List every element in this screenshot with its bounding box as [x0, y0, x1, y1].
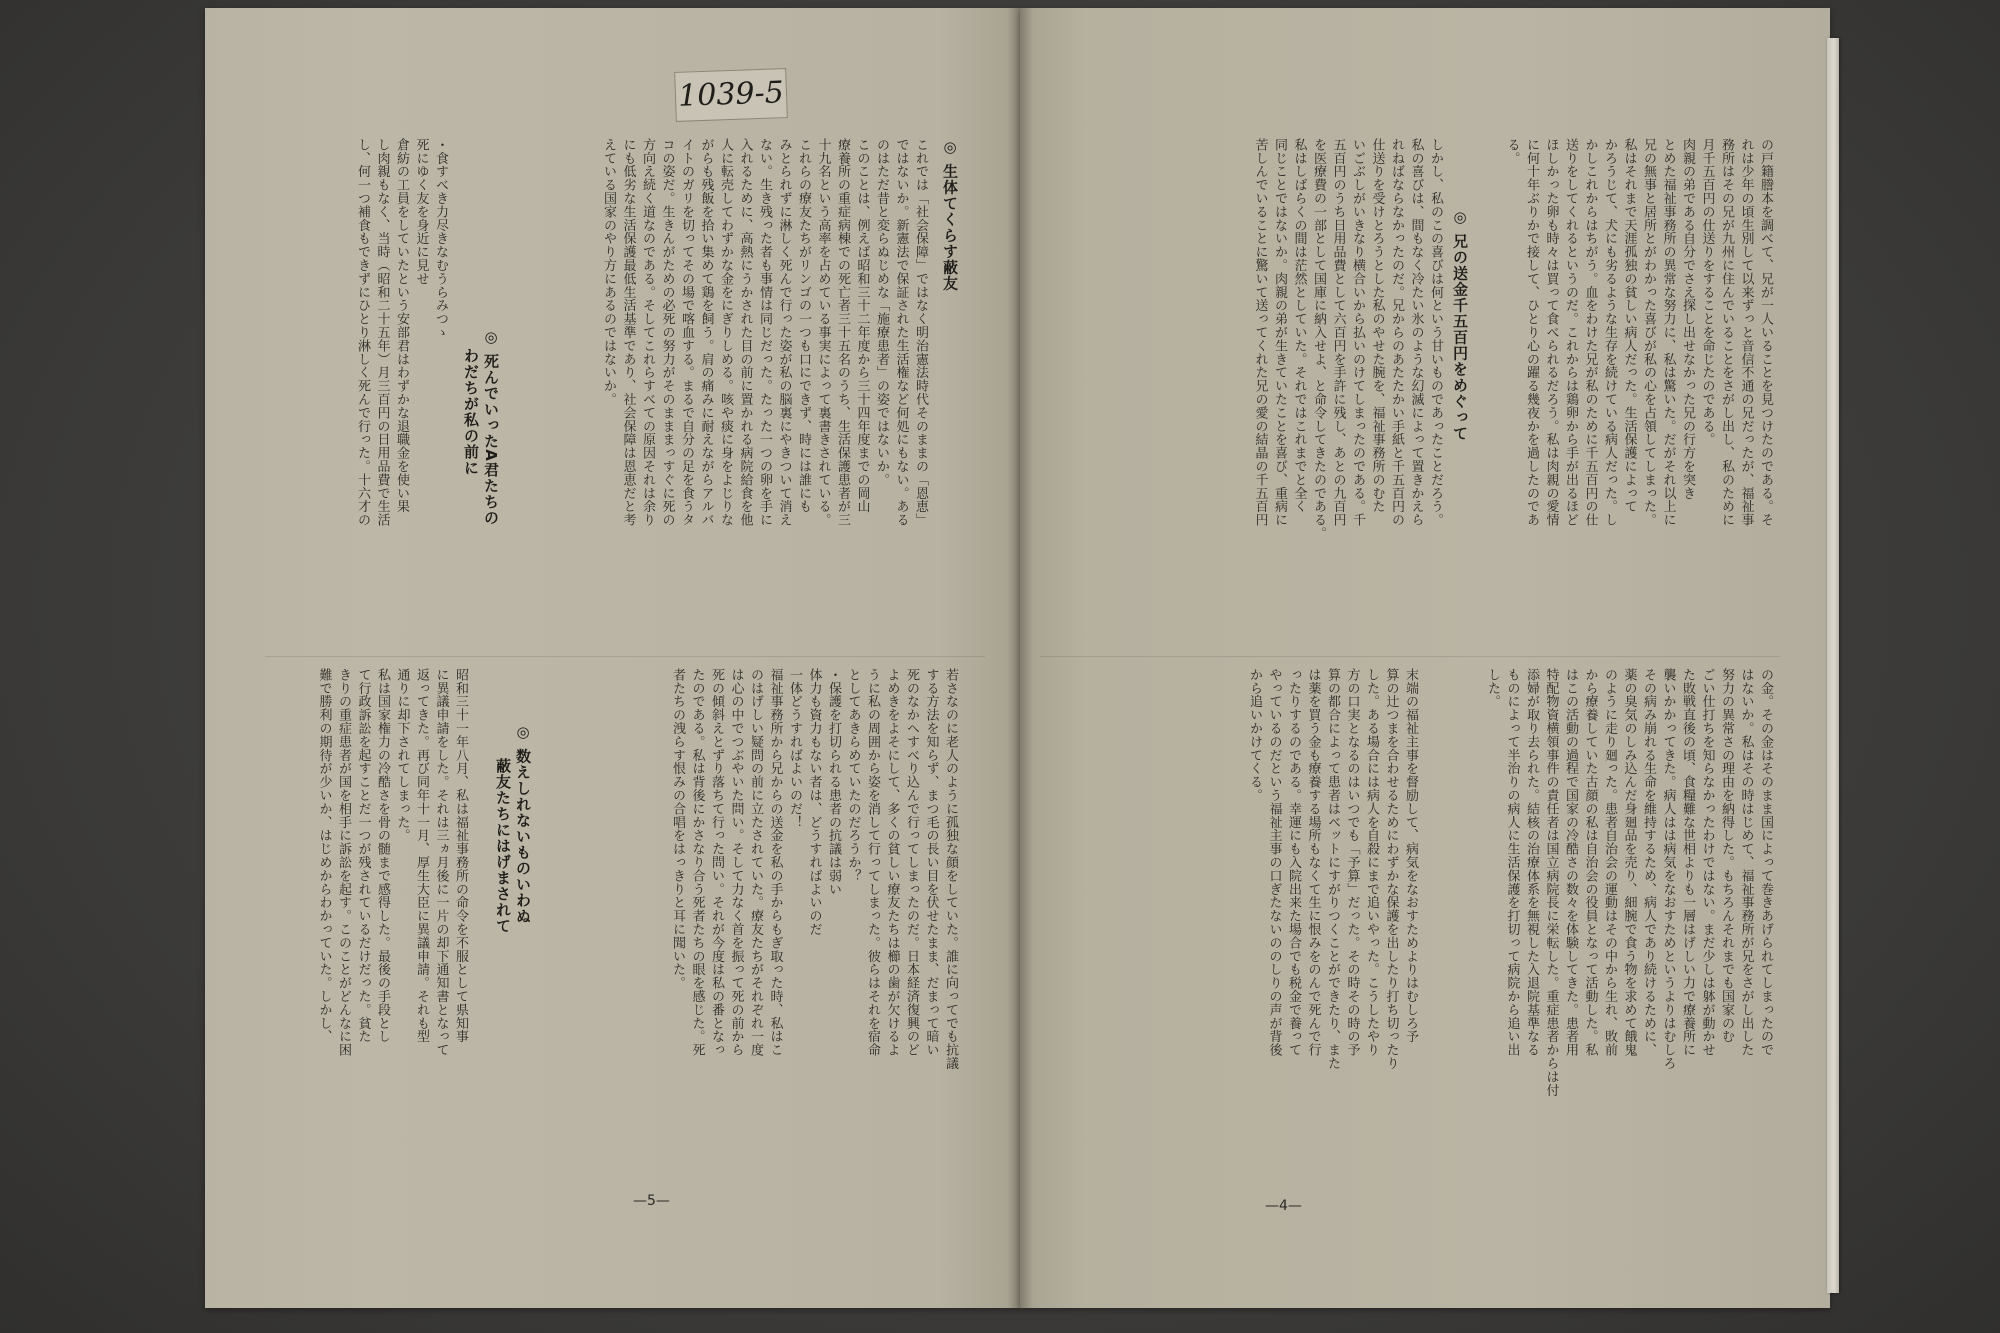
section-divider	[265, 656, 985, 657]
left-bottom-body-main: 若さなのに老人のように孤独な顔をしていた。誰に向ってでも抗議 する方法を知らず、まつ毛の長い目を伏せたまま、だまって暗い 死のなかへすべり込んで行ってしまったのだ。日本経済復興のど よめきをよそにして、多くの貧しい療友たちは櫛の歯が欠けるよ うに私の周囲から姿を消して行ってしまった。彼らはそれを宿命 としてあきらめていたのだろうか？ ・保護を打切られる患者の抗議は弱い 体力も資力もない者は、どうすればよいのだ 一体どうすればよいのだ！ 福祉事務所から兄からの送金を私の手からもぎ取った時、私はこ のはげしい疑問の前に立たされていた。療友たちがそれぞれ一度 は心の中でつぶやいた問い。そして力なく首を振って死の前から 死の傾斜えとずり落ちて行った問い。それが今度は私の番となっ たのである。私は背後にかさなり合う死者たちの眼を感じた。死 者たちの洩らす恨みの合唱をはっきりと耳に聞いた。	[670, 668, 958, 1070]
right-bottom-body-second: 末端の福祉主事を督励して、病気をなおすためよりはむしろ予 算の辻つまを合わせるためにわずかな保護を出したり打ち切ったり した。ある場合には病人を自殺にまで追いやった。こうしたやり 方の口実となるのはいつでも「予算」だった。その時その時の予 算の都合によって患者はベットにすがりつくことができたり、また は薬を買う金も療養する場所もなくて生に恨みをのんで死んで行 ったりするのである。幸運にも入院出来た場合でも税金で養って やっているのだという福祉主事の口ぎたないののしりの声が背後 から追いかけてくる。	[1247, 668, 1418, 1070]
right-top-body-first: の戸籍謄本を調べて、兄が一人いることを見つけたのである。そ れは少年の頃生別して以来ずっと音信不通の兄だったが、福祉事 務所はその兄が九州に住んでいることをさがし出し、私のために 月千五百円の仕送りをすることを命じたのである。 肉親の弟である自分でさえ探し出せなかった兄の行方を突き とめた福祉事務所の異常な努力に、私は驚いた。だがそれ以上に 兄の無事と居所とがわかった喜びが私の心を占領してしまった。 私はそれまで天涯孤独の貧しい病人だった。生活保護によって かろうじて、犬にも劣るような生存を続けている病人だった。し かしこれからはちがう。血をわけた兄が私のために千五百円の仕 送りをしてくれるというのだ。これからは鶏卵から手が出るほど ほしかった卵も時々は買って食べられるだろう。私は肉親の愛情 に何十年ぶりかで接して、ひとり心の躍る幾夜かを過したのであ る。	[1504, 138, 1773, 527]
section-heading-countless-friends: ◎ 数えしれないものいわぬ	[514, 723, 532, 925]
page-edge-sheet	[1827, 38, 1839, 1293]
left-bottom-body-second: 昭和三十一年八月、私は福祉事務所の命令を不服として県知事 に異議申請をした。それは三ヵ月後に一片の却下通知書となって 返ってきた。再び同年十一月、厚生大臣に異議申請。それも型 通りに却下されてしまった。 私は国家権力の冷酷さを骨の髄まで感得した。最後の手段とし て行政訴訟を起すことだ一つが残されているだけだった。貧た きりの重症患者が国を相手に訴訟を起す。このことがどんなに困 難で勝利の期待が少いか、はじめからわかっていた。しかし、	[316, 668, 468, 1057]
section-heading-countless-friends-sub: 蔽友たちにはげまされて	[494, 758, 512, 934]
catalog-number-label: 1039-5	[674, 68, 788, 122]
left-top-body-second: ・食すべき力尽きなむうらみつゝ 死にゆく友を身近に見せ 倉紡の工員をしていたという安部君はわずかな退職金を使い果 し肉親もなく、当時（昭和二十五年）月三百円の日用品費で生活 し、何一つ補食もできずにひとり淋しく死んで行った。十六才の	[355, 138, 448, 527]
left-page	[205, 8, 1020, 1308]
left-top-body-main: これでは「社会保障」ではなく明治憲法時代そのままの「恩恵」 ではないか。新憲法で保証された生活権など何処にもない。ある のはただ昔と変らぬじめな「施療患者」の姿ではないか。 このことは、例えば昭和三十二年度から三十四年度までの岡山 療養所の重症病棟での死亡者三十五名のうち、生活保護患者が三 十九名という高率を占めている事実によって裏書きされている。 これらの療友たちがリンゴの一つも口にできず、時には誰にも みとられずに淋しく死んで行った姿が私の脳裏にやきついて消え ない。生き残った者も事情は同じだった。たった一つの卵を手に 入れるために、高熱にうかされた目の前に置かれる病院給食を他 人に転売してわずかな金をにぎりしめる。咳や痰に身をよじりな がらも残飯を拾い集めて鶏を飼う。肩の痛みに耐えながらアルバ イトのガリを切ってその場で喀血する。まるで自分の足を食うタ コの姿だ。生きんがための必死の努力がそのまままっすぐに死の 方向え続く道なのである。そしてこれらすべての原因それは余り にも低劣な生活保護最低生活基準であり、社会保障は恩恵だと考 えている国家のやり方にあるのではないか。	[601, 138, 928, 527]
page-number-4: —4—	[1265, 1198, 1302, 1214]
right-page	[1020, 8, 1830, 1308]
right-bottom-body-first: の金。その金はそのまま国によって巻きあげられてしまったので はないか。私はその時はじめて、福祉事務所が兄をさがし出した 努力の異常さの理由を納得した。もちろんそれまでも国家のむ ごい仕打ちを知らなかったわけではない。まだ少しは躰が動かせ た敗戦直後の頃、食糧難な世相よりも一層はげしい力で療養所に 襲いかかってきた。病人はは病気をなおすためというよりはむしろ その病み崩れる生命を維持するため、病人であり続けるために、 薬の臭気のしみ込んだ身廻品を売り、細腕で食う物を求めて餓鬼 のように走り廻った。患者自治会の運動はその中から生れ、敗前 から療養していた古顔の私は自治会の役員となって活動した。私 はこの活動の過程で国家の冷酷さの数々を体験してきた。患者用 特配物資横領事件の責任者は国立病院長に栄転した。重症患者からは付 添婦が取り去られた。結核の治療体系を無視した入退院基準なる ものによって半治りの病人に生活保護を打切って病院から追い出 した。	[1485, 668, 1773, 1097]
section-divider	[1040, 656, 1780, 657]
book-spread	[205, 8, 1855, 1318]
section-heading-dead-friends-sub: わだちが私の前に	[462, 348, 480, 476]
section-heading-brother-remittance: ◎ 兄の送金千五百円をめぐって	[1451, 208, 1469, 442]
page-number-5: —5—	[633, 1193, 670, 1209]
section-heading-living-with-friends: ◎ 生体てくらす蔽友	[941, 138, 959, 292]
right-top-body-second: しかし、私のこの喜びは何という甘いものであったことだろう。 私の喜びは、間もなく冷たい氷のような幻滅によって置きかえら れねばならなかったのだ。兄からのあたたかい手紙と千五百円の 仕送りを受けとろうとした私のやせた腕を、福祉事務所のむた いごぶしがいきなり横合いから払いのけてしまったのである。千 五百円のうち日用品費として六百円を手許に残し、あとの九百円 を医療費の一部として国庫に納入せよ、と命令してきたのである。 私はしばらくの間は茫然としていた。それではこれまでと全く 同じことではないか。肉親の弟が生きていたことを喜び、重病に 苦しんでいることに驚いて送ってくれた兄の愛の結晶の千五百円	[1252, 138, 1443, 540]
section-heading-dead-friends: ◎ 死んでいったA君たちの	[482, 328, 500, 526]
